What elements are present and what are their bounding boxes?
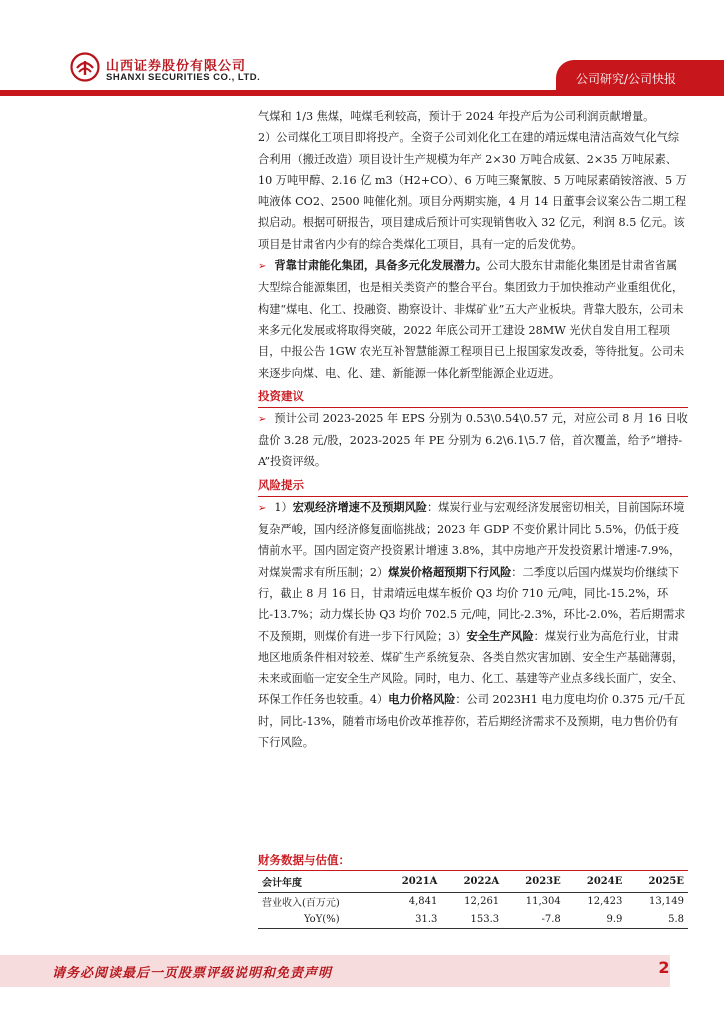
table-header-cell: 2024E [565, 872, 627, 893]
financial-data-title: 财务数据与估值： [258, 853, 350, 867]
investment-advice-paragraph [258, 408, 688, 473]
page-number: 2 [658, 958, 670, 977]
risk-2-text: ：二季度以后国内煤炭均价继续下行，截止 8 月 16 日，甘肃靖远电煤车板价 Q3 均价 710 元/吨，同比-15.2%，环比-13.7%；动力煤长协 Q3 均价 702.5 元/吨，同比-2.3%，环比-2.0%，若后期需求不及预期，则煤价有进一步下行风险； [258, 565, 686, 643]
risk-1-label: 1） [274, 500, 293, 514]
paragraph-parent-group-heading: 背靠甘肃能化集团，具备多元化发展潜力。 [274, 258, 487, 273]
table-row [258, 893, 688, 911]
table-cell: 9.9 [565, 911, 627, 929]
risk-2-label: 2） [369, 565, 389, 579]
table-cell: 营业收入(百万元) [262, 898, 340, 910]
risk-4-text: ：公司 2023H1 电力度电均价 0.375 元/千瓦时，同比-13%，随着市场电价改革推荐你，若后期经济需求不及预期，电力售价仍有下行风险。 [258, 693, 685, 750]
table-header-cell: 2021A [380, 872, 442, 893]
paragraph-parent-group [258, 255, 688, 384]
risk-4-label: 4） [369, 693, 389, 707]
table-cell: 12,261 [464, 896, 500, 908]
paragraph-coal-chemical-project: 2）公司煤化工项目即将投产。全资子公司刘化化工在建的靖远煤电清洁高效气化气综合利用（搬迁改造）项目设计生产规模为年产 2×30 万吨合成氨、2×35 万吨尿素、10 万吨甲醇、2.16 亿 m3（H2+CO）、6 万吨三聚氰胺、5 万吨尿素硝铵溶液、5 万吨液体 CO2、2500 吨催化剂。项目分两期实施，4 月 14 日董事会议案公告二期工程拟启动。根据可研报告，项目建成后预计可实现销售收入 32 亿元，利润 8.5 亿元。该项目是甘肃省内少有的综合类煤化工项目，具有一定的后发优势。 [258, 131, 687, 251]
bullet-arrow-icon: ➢ [258, 261, 267, 273]
risk-3-label: 3） [448, 629, 467, 643]
table-header-cell: 2023E [503, 872, 565, 893]
footer-disclaimer: 请务必阅读最后一页股票评级说明和免责声明 [52, 966, 333, 981]
risk-3-heading: 安全生产风险 [466, 628, 534, 643]
table-row [258, 911, 688, 929]
risk-2-heading: 煤炭价格超预期下行风险 [388, 564, 512, 579]
table-cell: 12,423 [587, 896, 623, 908]
risk-warning-title: 风险提示 [258, 477, 304, 492]
risk-3-text: ：煤炭行业为高危行业，甘肃地区地质条件相对较差、煤矿生产系统复杂、各类自然灾害加剧、安全生产基础薄弱，未来或面临一定安全生产风险。同时，电力、化工、基建等产业点多线长面广，安全、环保工作任务也较重。 [258, 629, 684, 707]
table-cell: 13,149 [649, 896, 684, 908]
risk-warning-paragraph [258, 497, 688, 754]
company-name-cn: 山西证券股份有限公司 [106, 59, 247, 74]
table-cell: -7.8 [503, 911, 565, 929]
financial-table [258, 872, 688, 929]
risk-4-heading: 电力价格风险 [388, 692, 456, 707]
section-divider [258, 870, 688, 871]
bullet-arrow-icon: ➢ [258, 413, 267, 425]
table-cell: YoY(%) [258, 911, 380, 929]
table-header-row [258, 872, 688, 893]
investment-advice-text: 预计公司 2023-2025 年 EPS 分别为 0.53\0.54\0.57 元，对应公司 8 月 16 日收盘价 3.28 元/股，2023-2025 年 PE 分别为 6.2\6.1\5.7 倍，首次覆盖，给予“增持-A”投资评级。 [258, 411, 688, 469]
table-cell: 4,841 [408, 896, 438, 908]
table-cell: 153.3 [441, 911, 503, 929]
table-cell: 11,304 [525, 896, 561, 908]
report-category-tab [556, 60, 724, 96]
company-name-en: SHANXI SECURITIES CO., LTD. [106, 72, 261, 83]
table-header-cell: 会计年度 [258, 872, 380, 893]
investment-advice-title: 投资建议 [258, 388, 304, 403]
paragraph-parent-group-text: 公司大股东甘肃能化集团是甘肃省省属大型综合能源集团，也是相关类资产的整合平台。集团致力于加快推动产业重组优化，构建“煤电、化工、投融资、勘察设计、非煤矿业”五大产业板块。背靠大股东，公司未来多元化发展或将取得突破，2022 年底公司开工建设 28MW 光伏自发自用工程项目，中报公告 1GW 农光互补智慧能源工程项目已上报国家发改委，等待批复。公司未来逐步向煤、电、化、建、新能源一体化新型能源企业迈进。 [258, 259, 685, 380]
bullet-arrow-icon: ➢ [258, 502, 267, 514]
table-header-cell: 2025E [626, 872, 688, 893]
table-cell: 31.3 [380, 911, 442, 929]
table-cell: 5.8 [626, 911, 688, 929]
risk-1-text: ：煤炭行业与宏观经济发展密切相关，目前国际环境复杂严峻，国内经济修复面临挑战；2023 年 GDP 不变价累计同比 5.5%，仍低于疫情前水平。国内固定资产投资累计增速 3.8%，其中房地产开发投资累计增速-7.9%，对煤炭需求有所压制； [258, 500, 685, 579]
table-header-cell: 2022A [441, 872, 503, 893]
risk-1-heading: 宏观经济增速不及预期风险 [292, 499, 427, 514]
company-logo-icon [70, 52, 100, 82]
report-category-label: 公司研究/公司快报 [575, 72, 676, 86]
report-body [258, 106, 688, 753]
paragraph-coal-quality: 气煤和 1/3 焦煤，吨煤毛利较高，预计于 2024 年投产后为公司利润贡献增量。 [258, 110, 655, 123]
